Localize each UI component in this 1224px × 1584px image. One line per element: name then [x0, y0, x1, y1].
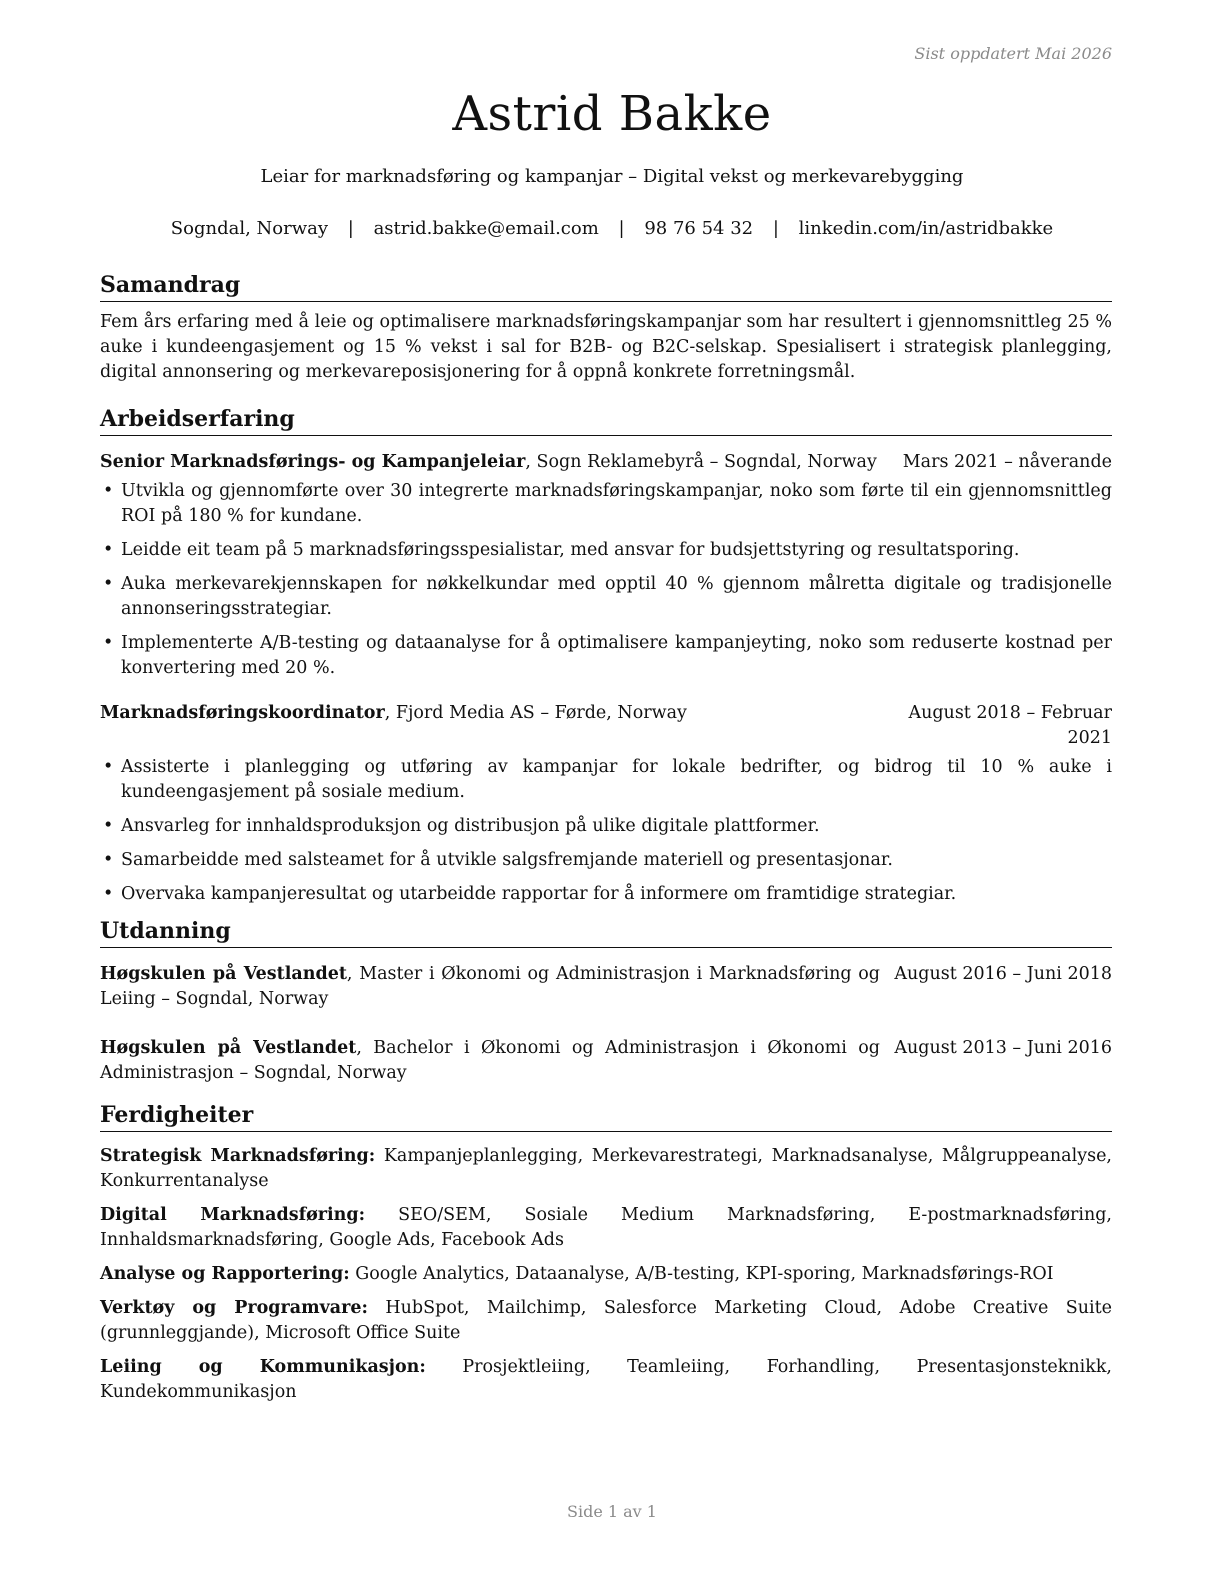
skill-text: SEO/SEM, Sosiale Medium Marknadsføring, E-postmarknadsføring, Innhaldsmarknadsføring, Google Ads, Facebook Ads: [100, 1205, 1112, 1250]
skill-label: Verktøy og Programvare:: [100, 1298, 368, 1318]
skill-row: [100, 1144, 1112, 1194]
page-number: Side 1 av 1: [567, 1502, 657, 1521]
contact-linkedin[interactable]: linkedin.com/in/astridbakke: [798, 218, 1054, 239]
job-role: Senior Marknadsførings- og Kampanjeleiar: [100, 452, 526, 472]
job-entry: [100, 701, 1112, 907]
skill-text: Prosjektleiing, Teamleiing, Forhandling, Presentasjonsteknikk, Kundekommunikasjon: [100, 1357, 1112, 1402]
skill-text: Google Analytics, Dataanalyse, A/B-testing, KPI-sporing, Marknadsførings-ROI: [349, 1264, 1054, 1284]
list-item: • Utvikla og gjennomførte over 30 integrerte marknadsføringskampanjar, noko som førte til ein gjennomsnittleg ROI på 180 % for kundane.: [100, 479, 1112, 529]
skill-label: Digital Marknadsføring:: [100, 1205, 366, 1225]
education-dates: August 2013 – Juni 2016: [894, 1038, 1112, 1058]
tagline: Leiar for marknadsføring og kampanjar – Digital vekst og merkevarebygging: [260, 166, 964, 187]
contact-separator: |: [347, 218, 354, 239]
list-item: • Ansvarleg for innhaldsproduksjon og distribusjon på ulike digitale plattformer.: [100, 814, 1112, 839]
contact-email[interactable]: astrid.bakke@email.com: [373, 218, 599, 239]
degree-detail: , Bachelor i Økonomi og Administrasjon i Økonomi og Administrasjon – Sogndal, Norway: [100, 1038, 880, 1083]
person-name: Astrid Bakke: [452, 86, 772, 142]
contact-separator: |: [618, 218, 625, 239]
education-entry: [100, 962, 1112, 1012]
section-title: Ferdigheiter: [100, 1100, 1112, 1132]
skill-text: HubSpot, Mailchimp, Salesforce Marketing Cloud, Adobe Creative Suite (grunnleggjande), Microsoft Office Suite: [100, 1298, 1112, 1343]
list-item: • Auka merkevarekjennskapen for nøkkelkundar med opptil 40 % gjennom målretta digitale og tradisjonelle annonseringsstrategiar.: [100, 572, 1112, 622]
skill-label: Analyse og Rapportering:: [100, 1264, 350, 1284]
school-name: Høgskulen på Vestlandet: [100, 964, 347, 984]
section-title: Arbeidserfaring: [100, 404, 1112, 436]
school-name: Høgskulen på Vestlandet: [100, 1038, 357, 1058]
skill-row: [100, 1203, 1112, 1253]
skill-row: [100, 1296, 1112, 1346]
section-title: Utdanning: [100, 916, 1112, 948]
job-dates: August 2018 – Februar 2021: [908, 703, 1112, 748]
job-bullets: [100, 479, 1112, 681]
list-item: • Assisterte i planlegging og utføring av kampanjar for lokale bedrifter, og bidrog til 10 % auke i kundeengasjement på sosiale medium.: [100, 755, 1112, 805]
education-dates: August 2016 – Juni 2018: [894, 964, 1112, 984]
section-title: Samandrag: [100, 270, 1112, 302]
contact-line: [0, 218, 1224, 239]
education-line: [100, 962, 880, 1012]
education-line: [100, 1036, 880, 1086]
job-org: , Fjord Media AS – Førde, Norway: [384, 703, 687, 723]
summary-section: [100, 270, 1112, 385]
education-section: [100, 916, 1112, 1086]
skill-row: [100, 1355, 1112, 1405]
contact-separator: |: [772, 218, 779, 239]
contact-location: Sogndal, Norway: [170, 218, 329, 239]
list-item: • Overvaka kampanjeresultat og utarbeidde rapportar for å informere om framtidige strategiar.: [100, 882, 1112, 907]
list-item: • Samarbeidde med salsteamet for å utvikle salgsfremjande materiell og presentasjonar.: [100, 848, 1112, 873]
list-item: • Leidde eit team på 5 marknadsføringsspesialistar, med ansvar for budsjettstyring og resultatsporing.: [100, 538, 1112, 563]
job-entry: [100, 450, 1112, 681]
skill-text: Kampanjeplanlegging, Merkevarestrategi, Marknadsanalyse, Målgruppeanalyse, Konkurrentanalyse: [100, 1146, 1112, 1191]
experience-section: [100, 404, 1112, 916]
job-title-line: [100, 701, 687, 751]
job-org: , Sogn Reklamebyrå – Sogndal, Norway: [525, 452, 877, 472]
job-role: Marknadsføringskoordinator: [100, 703, 385, 723]
skill-label: Leiing og Kommunikasjon:: [100, 1357, 426, 1377]
education-entry: [100, 1036, 1112, 1086]
degree-detail: , Master i Økonomi og Administrasjon i Marknadsføring og Leiing – Sogndal, Norway: [100, 964, 880, 1009]
list-item: • Implementerte A/B-testing og dataanalyse for å optimalisere kampanjeyting, noko som reduserte kostnad per konvertering med 20 %.: [100, 631, 1112, 681]
skill-label: Strategisk Marknadsføring:: [100, 1146, 376, 1166]
skills-section: [100, 1100, 1112, 1414]
job-bullets: [100, 755, 1112, 907]
job-title-line: [100, 450, 877, 475]
last-updated: Sist oppdatert Mai 2026: [914, 44, 1112, 63]
skill-row: [100, 1262, 1112, 1287]
job-dates: Mars 2021 – nåverande: [902, 452, 1112, 472]
summary-text: Fem års erfaring med å leie og optimalisere marknadsføringskampanjar som har resultert i gjennomsnittleg 25 % auke i kundeengasjement og 15 % vekst i sal for B2B- og B2C-selskap. Spesialisert i strategisk planlegging, digital annonsering og merkevareposisjonering for å oppnå konkrete forretningsmål.: [100, 312, 1112, 382]
contact-phone: 98 76 54 32: [644, 218, 754, 239]
